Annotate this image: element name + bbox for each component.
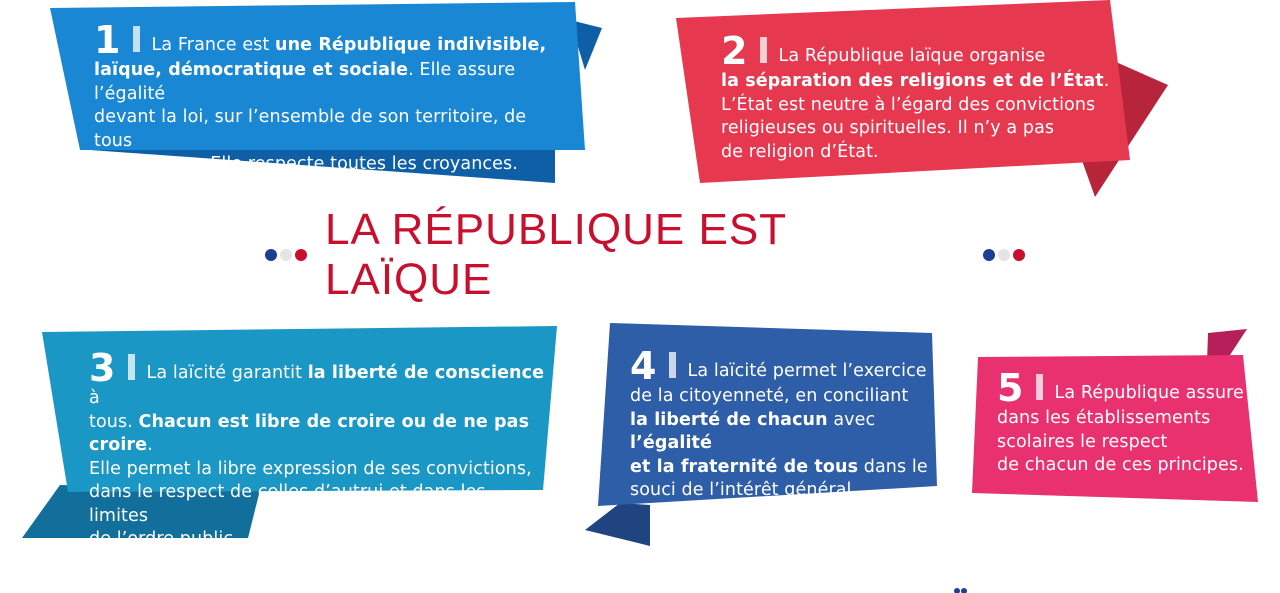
principle-text-5 bbox=[997, 366, 1262, 478]
principle-text-3 bbox=[89, 346, 549, 552]
principle-banner-3 bbox=[0, 320, 570, 550]
principle-number-3: 3 bbox=[89, 346, 116, 390]
separator-bar bbox=[760, 37, 767, 63]
logo-mark-icon bbox=[950, 586, 972, 593]
principle-text-1 bbox=[94, 18, 564, 177]
principle-line: 1 La France est une République indivisible, bbox=[94, 18, 547, 62]
principle-line: L’État est neutre à l’égard des convictions bbox=[721, 94, 1096, 115]
separator-bar bbox=[133, 26, 140, 52]
blue-dot-icon bbox=[265, 249, 277, 261]
main-title bbox=[265, 205, 1025, 304]
separator-bar bbox=[669, 352, 676, 378]
principle-line: de l’ordre public. bbox=[89, 529, 239, 549]
white-dot-icon bbox=[280, 249, 292, 261]
principle-line: dans le respect de celles d’autrui et dans les limites bbox=[89, 482, 486, 526]
principle-line: laïque, démocratique et sociale. Elle assure l’égalité bbox=[94, 60, 516, 104]
principle-line: la séparation des religions et de l’État. bbox=[721, 71, 1110, 91]
principle-banner-2 bbox=[640, 0, 1180, 200]
separator-bar bbox=[128, 354, 135, 380]
principle-line: de la citoyenneté, en conciliant bbox=[630, 386, 909, 406]
principle-line: Elle permet la libre expression de ses convictions, bbox=[89, 458, 532, 479]
principle-line: souci de l’intérêt général. bbox=[630, 480, 858, 500]
principle-banner-5 bbox=[960, 325, 1270, 515]
separator-bar bbox=[1036, 374, 1043, 400]
principle-line: les citoyens. Elle respecte toutes les croyances. bbox=[94, 154, 518, 174]
principle-line: 5 La République assure bbox=[997, 366, 1244, 410]
tricolor-dots-right bbox=[983, 249, 1025, 261]
principle-line: 4 La laïcité permet l’exercice bbox=[630, 344, 927, 388]
principle-line: la liberté de chacun avec l’égalité bbox=[630, 409, 876, 453]
principle-banner-1 bbox=[0, 0, 620, 190]
tricolor-dots-left bbox=[265, 249, 307, 261]
principle-line: 3 La laïcité garantit la liberté de conscience à bbox=[89, 346, 545, 408]
page-title: LA RÉPUBLIQUE EST LAÏQUE bbox=[325, 205, 787, 304]
principle-line: religieuses ou spirituelles. Il n’y a pas bbox=[721, 118, 1055, 138]
principle-number-4: 4 bbox=[630, 344, 657, 388]
red-dot-icon bbox=[295, 249, 307, 261]
red-dot-icon bbox=[1013, 249, 1025, 261]
blue-dot-icon bbox=[983, 249, 995, 261]
principle-line: tous. Chacun est libre de croire ou de ne pas croire. bbox=[89, 411, 530, 455]
principle-line: de religion d’État. bbox=[721, 141, 879, 162]
principle-line: 2 La République laïque organise bbox=[721, 29, 1046, 73]
principle-line: de chacun de ces principes. bbox=[997, 455, 1244, 475]
principle-banner-4 bbox=[580, 318, 950, 553]
principle-number-1: 1 bbox=[94, 18, 121, 62]
principle-line: scolaires le respect bbox=[997, 431, 1168, 452]
principle-text-4 bbox=[630, 344, 940, 503]
principle-text-2 bbox=[721, 29, 1121, 164]
principle-line: devant la loi, sur l’ensemble de son territoire, de tous bbox=[94, 107, 527, 151]
principle-number-5: 5 bbox=[997, 366, 1024, 410]
principle-number-2: 2 bbox=[721, 29, 748, 73]
principle-line: et la fraternité de tous dans le bbox=[630, 456, 928, 477]
white-dot-icon bbox=[998, 249, 1010, 261]
principle-line: dans les établissements bbox=[997, 408, 1211, 428]
